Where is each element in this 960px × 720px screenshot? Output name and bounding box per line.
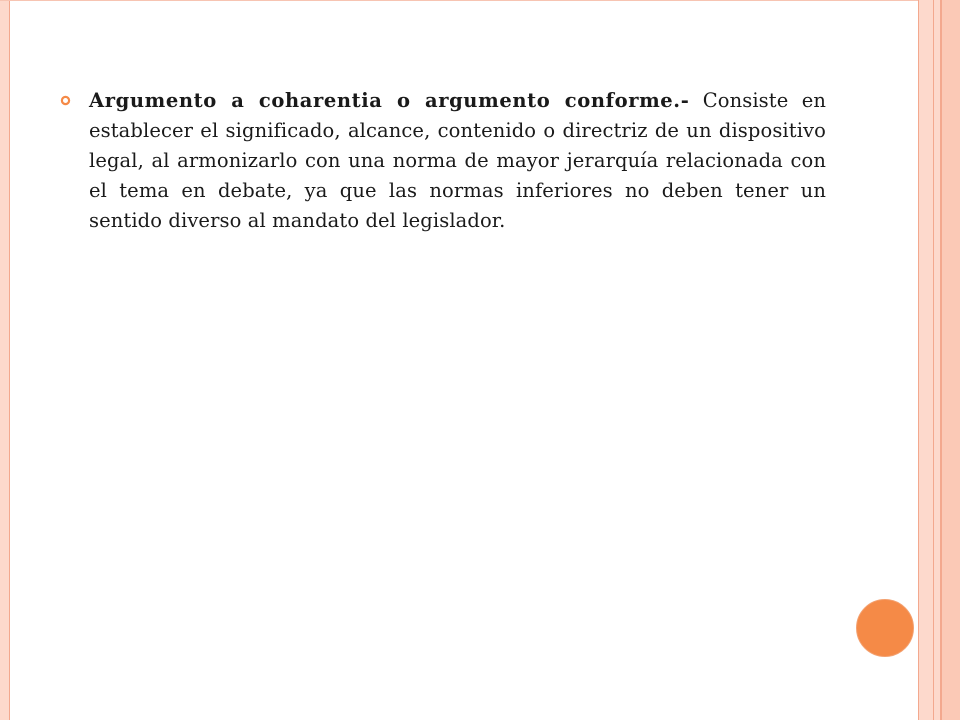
- bullet-list: [60, 86, 826, 236]
- bullet-term: Argumento a coharentia o argumento conforme.-: [89, 89, 690, 112]
- right-stripe-1: [918, 0, 934, 720]
- bullet-body: Consiste en establecer el significado, alcance, contenido o directriz de un dispositivo legal, al armonizarlo con una norma de mayor jerarquía relacionada con el tema en debate, ya que las normas inferiores no deben tener un sentido diverso al mandato del legislador.: [89, 89, 826, 232]
- right-stripe-2: [934, 0, 941, 720]
- right-stripe-3: [941, 0, 960, 720]
- hollow-circle-bullet-icon: [60, 95, 71, 106]
- top-border: [0, 0, 918, 1]
- bullet-paragraph: [89, 86, 826, 236]
- left-border: [0, 0, 10, 720]
- decorative-circle: [856, 599, 914, 657]
- list-item: [60, 86, 826, 236]
